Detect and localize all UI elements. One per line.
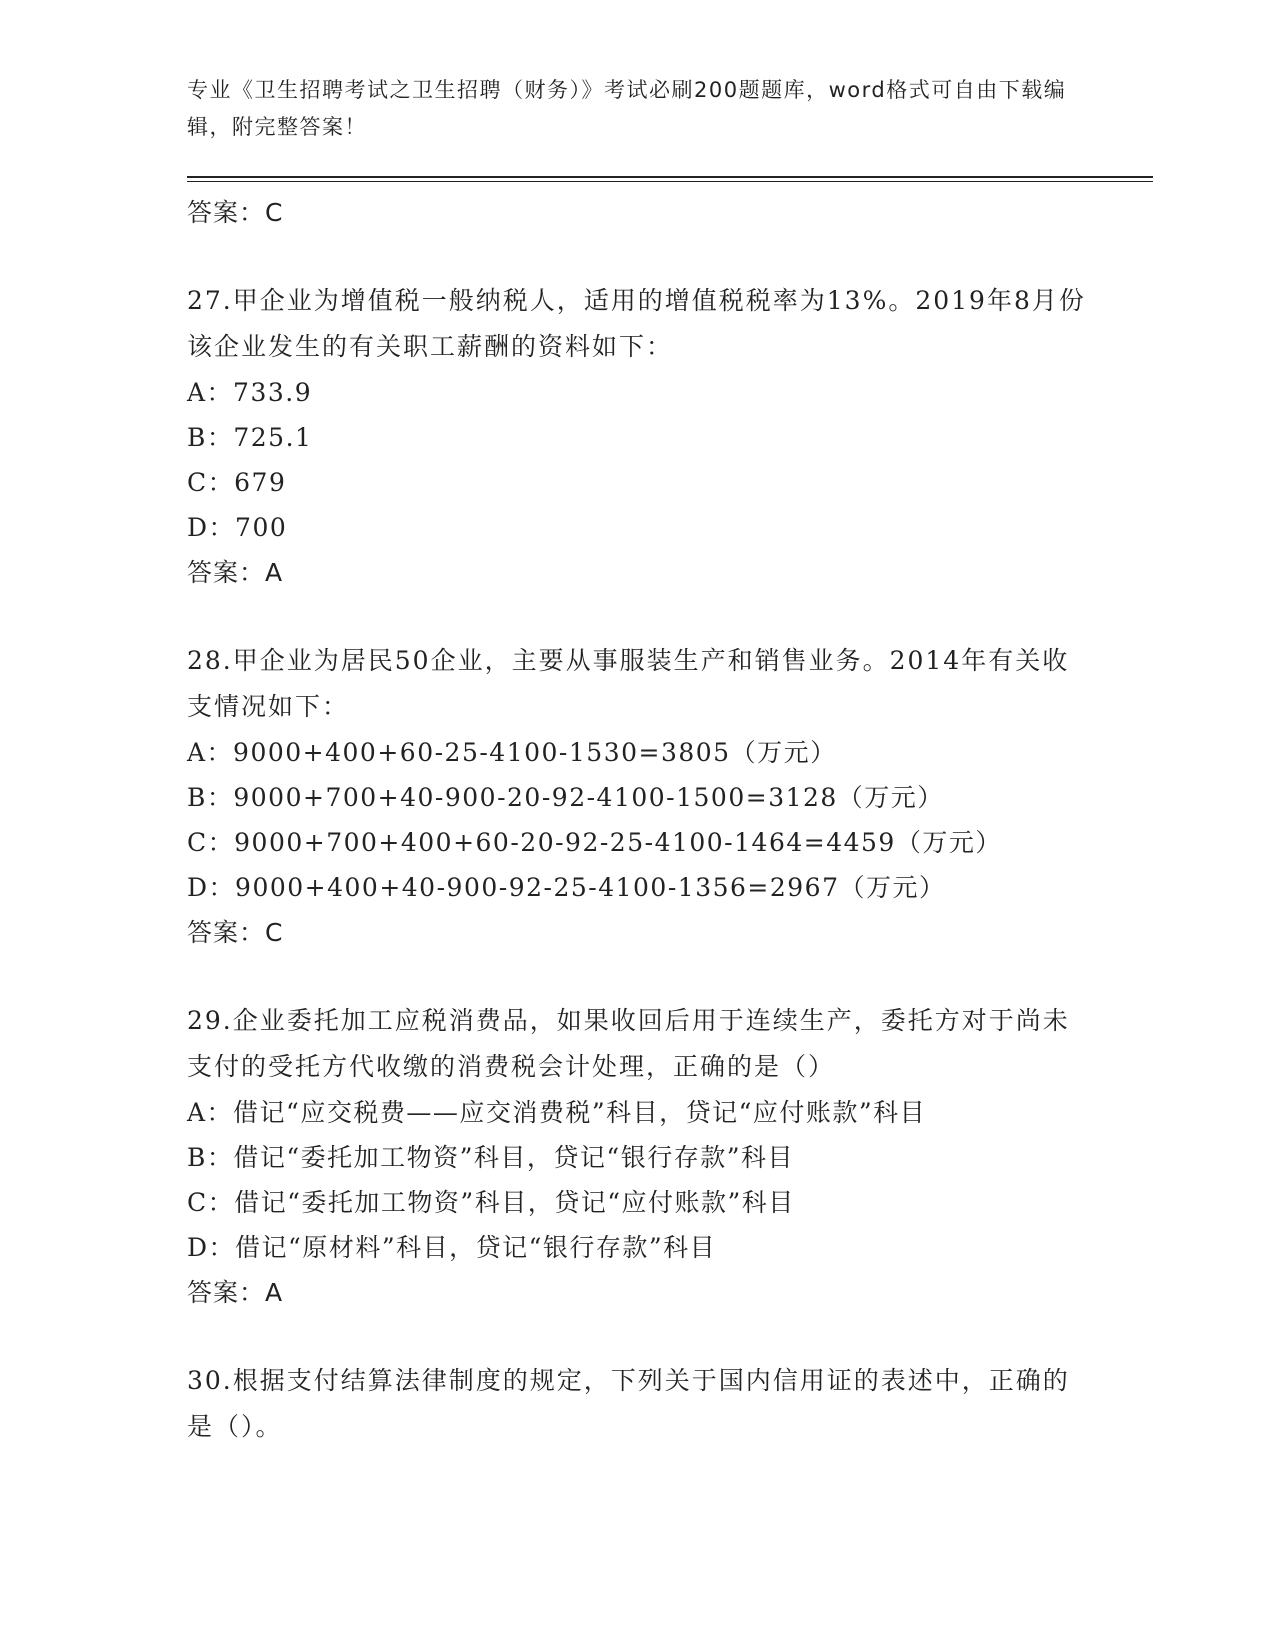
option-c: C：679	[187, 468, 287, 497]
spacer	[187, 236, 1087, 278]
option-b: B：725.1	[187, 423, 313, 452]
document-header: 专业《卫生招聘考试之卫生招聘（财务）》考试必刷200题题库，word格式可自由下载编辑，附完整答案！	[187, 78, 1067, 139]
header-divider-thick	[187, 176, 1153, 178]
answer-line: 答案：A	[187, 1278, 284, 1307]
spacer	[187, 1316, 1087, 1358]
answer-line: 答案：A	[187, 558, 284, 587]
spacer	[187, 596, 1087, 638]
option-a: A：借记“应交税费——应交消费税”科目，贷记“应付账款”科目	[187, 1098, 927, 1127]
question-item	[187, 1358, 1087, 1450]
option-d: D：9000+400+40-900-92-25-4100-1356=2967（万元）	[187, 873, 946, 902]
question-stem: 28.甲企业为居民50企业，主要从事服装生产和销售业务。2014年有关收支情况如下：	[187, 646, 1070, 721]
option-b: B：9000+700+40-900-20-92-4100-1500=3128（万元）	[187, 783, 944, 812]
option-d: D：借记“原材料”科目，贷记“银行存款”科目	[187, 1233, 717, 1262]
option-c: C：9000+700+400+60-20-92-25-4100-1464=4459（万元）	[187, 828, 1002, 857]
option-a: A：9000+400+60-25-4100-1530=3805（万元）	[187, 738, 837, 767]
option-c: C：借记“委托加工物资”科目，贷记“应付账款”科目	[187, 1188, 795, 1217]
question-stem: 30.根据支付结算法律制度的规定，下列关于国内信用证的表述中，正确的是（）。	[187, 1366, 1070, 1441]
question-item	[187, 638, 1087, 956]
question-item	[187, 278, 1087, 596]
header-divider-thin	[187, 181, 1153, 182]
option-a: A：733.9	[187, 378, 313, 407]
question-list	[187, 190, 1087, 1450]
spacer	[187, 956, 1087, 998]
question-stem: 27.甲企业为增值税一般纳税人，适用的增值税税率为13%。2019年8月份该企业发生的有关职工薪酬的资料如下：	[187, 286, 1086, 361]
question-stem: 29.企业委托加工应税消费品，如果收回后用于连续生产，委托方对于尚未支付的受托方代收缴的消费税会计处理，正确的是（）	[187, 1006, 1070, 1081]
answer-line: 答案：C	[187, 198, 284, 227]
option-b: B：借记“委托加工物资”科目，贷记“银行存款”科目	[187, 1143, 794, 1172]
question-item	[187, 998, 1087, 1316]
answer-line: 答案：C	[187, 918, 284, 947]
option-d: D：700	[187, 513, 288, 542]
